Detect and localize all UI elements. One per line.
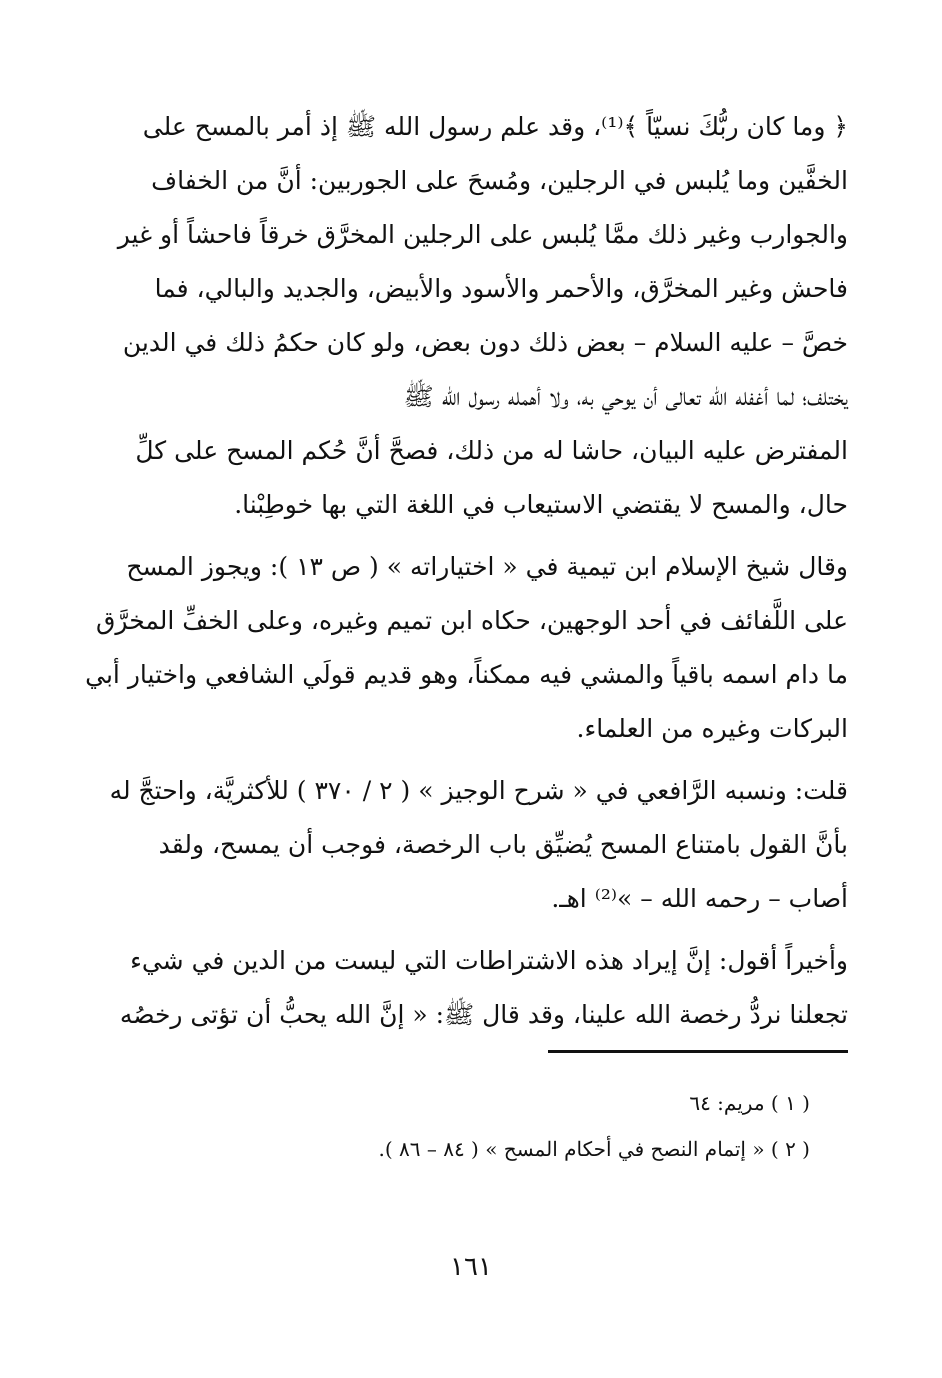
paragraph-1 — [80, 100, 848, 532]
text-line: الخفَّين وما يُلبس في الرجلين، ومُسحَ على الجوربين: أنَّ من الخفاف — [151, 166, 848, 195]
page-number: ١٦١ — [450, 1252, 492, 1282]
text-line: البركات وغيره من العلماء. — [576, 714, 848, 743]
text-line: ﴿ وما كان ربُّكَ نسيّاً ﴾⁽¹⁾، وقد علم رسول الله ﷺ إذ أمر بالمسح على — [142, 112, 848, 141]
paragraph-2 — [80, 540, 848, 756]
text-line: تجعلنا نردُّ رخصة الله علينا، وقد قال ﷺ: « إنَّ الله يحبُّ أن تؤتى رخصُه — [119, 1000, 848, 1029]
footnote-1: ( ١ ) مريم: ٦٤ — [689, 1091, 810, 1115]
main-text — [80, 100, 848, 1042]
footnote-2: ( ٢ ) « إتمام النصح في أحكام المسح » ( ٨٤ – ٨٦ ). — [378, 1137, 810, 1161]
text-line: المفترض عليه البيان، حاشا له من ذلك، فصحَّ أنَّ حُكم المسح على كلِّ — [135, 436, 848, 465]
text-line: والجوارب وغير ذلك ممَّا يُلبس على الرجلين المخرَّق خرقاً فاحشاً أو غير — [117, 220, 848, 249]
paragraph-4 — [80, 934, 848, 1042]
text-line: بأنَّ القول بامتناع المسح يُضيِّق باب الرخصة، فوجب أن يمسح، ولقد — [158, 830, 848, 859]
text-line: حال، والمسح لا يقتضي الاستيعاب في اللغة التي بها خوطِبْنا. — [234, 490, 848, 519]
footnotes — [200, 1080, 810, 1172]
text-line: ما دام اسمه باقياً والمشي فيه ممكناً، وهو قديم قولَي الشافعي واختيار أبي — [85, 660, 848, 689]
text-line: قلت: ونسبه الرَّافعي في « شرح الوجيز » ( ٢ / ٣٧٠ ) للأكثريَّة، واحتجَّ له — [109, 776, 848, 805]
text-line: على اللَّفائف في أحد الوجهين، حكاه ابن تميم وغيره، وعلى الخفِّ المخرَّق — [96, 606, 848, 635]
footnote-divider — [548, 1050, 848, 1053]
text-line: وقال شيخ الإسلام ابن تيمية في « اختياراته » ( ص ١٣ ): ويجوز المسح — [126, 552, 848, 581]
text-line: وأخيراً أقول: إنَّ إيراد هذه الاشتراطات التي ليست من الدين في شيء — [130, 946, 848, 975]
text-line: خصَّ – عليه السلام – بعض ذلك دون بعض، ولو كان حكمُ ذلك في الدين — [122, 328, 848, 357]
text-line: أصاب – رحمه الله – »⁽²⁾ اهـ. — [551, 884, 848, 913]
text-line: يختلف؛ لما أغفله الله تعالى أن يوحي به، ولا أهمله رسول الله ﷺ — [403, 382, 848, 411]
text-line: فاحش وغير المخرَّق، والأحمر والأسود والأبيض، والجديد والبالي، فما — [154, 274, 848, 303]
paragraph-3 — [80, 764, 848, 926]
